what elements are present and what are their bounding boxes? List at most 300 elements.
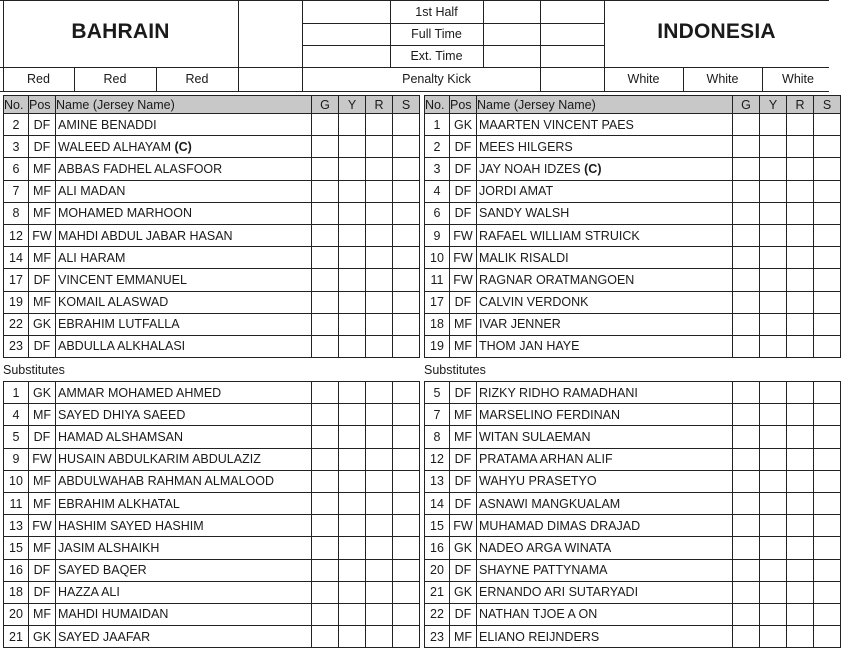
cell-red	[366, 537, 393, 559]
player-name	[477, 269, 733, 291]
player-name-text: IVAR JENNER	[479, 317, 561, 332]
table-row	[4, 382, 420, 404]
player-name-text: SANDY WALSH	[479, 206, 570, 221]
player-name-text: EBRAHIM LUTFALLA	[58, 317, 180, 332]
cell-red	[787, 404, 814, 426]
cell-goals	[312, 515, 339, 537]
cell-red	[787, 470, 814, 492]
cell-red	[366, 382, 393, 404]
player-name	[56, 426, 312, 448]
player-name	[477, 559, 733, 581]
player-name-text: WALEED ALHAYAM	[58, 139, 171, 154]
col-name: Name (Jersey Name)	[56, 96, 312, 114]
cell-sub	[393, 291, 420, 313]
cell-red	[787, 247, 814, 269]
cell-goals	[733, 603, 760, 625]
player-name	[56, 448, 312, 470]
table-row	[425, 537, 841, 559]
divider	[302, 23, 604, 24]
home-color-shirt: Red	[27, 72, 50, 86]
cell-red	[366, 313, 393, 335]
player-position: MF	[29, 158, 56, 180]
table-row	[4, 269, 420, 291]
cell-sub	[393, 202, 420, 224]
cell-yellow	[760, 335, 787, 357]
player-name-text: ELIANO REIJNDERS	[479, 629, 600, 644]
player-name-text: AMMAR MOHAMED AHMED	[58, 385, 222, 400]
player-number: 16	[425, 537, 450, 559]
table-row	[4, 515, 420, 537]
player-number: 18	[425, 313, 450, 335]
player-name	[477, 626, 733, 648]
player-number: 14	[4, 247, 29, 269]
cell-yellow	[339, 180, 366, 202]
player-position: FW	[29, 224, 56, 246]
cell-goals	[312, 247, 339, 269]
cell-sub	[814, 537, 841, 559]
cell-goals	[312, 313, 339, 335]
cell-yellow	[760, 492, 787, 514]
player-name-text: SHAYNE PATTYNAMA	[479, 563, 608, 578]
cell-red	[787, 492, 814, 514]
cell-goals	[312, 224, 339, 246]
cell-red	[366, 448, 393, 470]
cell-yellow	[760, 224, 787, 246]
home-team-name: BAHRAIN	[71, 20, 170, 43]
cell-yellow	[339, 224, 366, 246]
player-name	[56, 382, 312, 404]
table-header-row	[4, 96, 420, 114]
player-name-text: RIZKY RIDHO RAMADHANI	[479, 385, 638, 400]
player-number: 20	[4, 603, 29, 625]
player-position: DF	[29, 136, 56, 158]
player-position: MF	[29, 470, 56, 492]
home-substitutes-label: Substitutes	[3, 363, 65, 377]
table-row	[425, 492, 841, 514]
divider	[0, 67, 829, 68]
player-name	[477, 247, 733, 269]
player-name	[477, 382, 733, 404]
cell-goals	[733, 559, 760, 581]
player-name-text: WITAN SULAEMAN	[479, 429, 591, 444]
table-row	[4, 114, 420, 136]
cell-yellow	[760, 559, 787, 581]
player-position: DF	[450, 382, 477, 404]
cell-goals	[733, 448, 760, 470]
table-row	[425, 291, 841, 313]
player-name-text: HUSAIN ABDULKARIM ABDULAZIZ	[58, 452, 261, 467]
player-name	[56, 581, 312, 603]
player-name-text: MEES HILGERS	[479, 139, 573, 154]
cell-sub	[814, 158, 841, 180]
cell-sub	[393, 335, 420, 357]
player-name-text: MAARTEN VINCENT PAES	[479, 117, 634, 132]
cell-goals	[312, 426, 339, 448]
cell-red	[787, 114, 814, 136]
table-row	[425, 470, 841, 492]
captain-mark: (C)	[174, 139, 192, 154]
table-row	[4, 537, 420, 559]
cell-red	[366, 158, 393, 180]
table-row	[425, 136, 841, 158]
player-position: DF	[29, 559, 56, 581]
divider	[302, 45, 604, 46]
cell-goals	[312, 470, 339, 492]
cell-sub	[393, 448, 420, 470]
table-row	[425, 269, 841, 291]
player-name-text: ABDULWAHAB RAHMAN ALMALOOD	[58, 474, 275, 489]
cell-sub	[393, 382, 420, 404]
player-position: MF	[29, 537, 56, 559]
col-pos: Pos	[29, 96, 56, 114]
cell-sub	[393, 515, 420, 537]
player-name	[477, 136, 733, 158]
table-row	[425, 180, 841, 202]
player-position: DF	[450, 180, 477, 202]
player-number: 17	[425, 291, 450, 313]
cell-red	[787, 559, 814, 581]
player-name	[56, 158, 312, 180]
cell-yellow	[760, 247, 787, 269]
player-number: 4	[4, 404, 29, 426]
cell-red	[787, 382, 814, 404]
cell-goals	[733, 537, 760, 559]
table-header-row	[425, 96, 841, 114]
cell-red	[787, 537, 814, 559]
player-position: MF	[29, 202, 56, 224]
cell-goals	[312, 492, 339, 514]
cell-yellow	[760, 426, 787, 448]
cell-yellow	[339, 404, 366, 426]
cell-sub	[814, 404, 841, 426]
player-position: DF	[29, 581, 56, 603]
cell-sub	[814, 313, 841, 335]
period-penalty-kick: Penalty Kick	[402, 72, 471, 86]
cell-sub	[393, 114, 420, 136]
cell-yellow	[339, 313, 366, 335]
cell-sub	[393, 603, 420, 625]
table-row	[4, 603, 420, 625]
player-number: 23	[425, 626, 450, 648]
divider	[0, 91, 829, 92]
cell-goals	[733, 291, 760, 313]
player-number: 21	[4, 626, 29, 648]
cell-yellow	[760, 404, 787, 426]
cell-sub	[393, 492, 420, 514]
player-number: 6	[4, 158, 29, 180]
cell-red	[366, 426, 393, 448]
table-row	[425, 581, 841, 603]
cell-sub	[814, 247, 841, 269]
player-position: MF	[29, 180, 56, 202]
table-row	[4, 224, 420, 246]
player-position: FW	[29, 448, 56, 470]
player-name	[56, 515, 312, 537]
player-position: MF	[29, 291, 56, 313]
divider	[0, 0, 829, 1]
table-row	[4, 404, 420, 426]
cell-red	[366, 269, 393, 291]
cell-sub	[814, 470, 841, 492]
player-name-text: EBRAHIM ALKHATAL	[58, 496, 180, 511]
col-red: R	[366, 96, 393, 114]
cell-red	[787, 291, 814, 313]
cell-yellow	[760, 269, 787, 291]
away-team-name: INDONESIA	[657, 20, 776, 43]
cell-yellow	[760, 515, 787, 537]
cell-goals	[733, 158, 760, 180]
table-row	[4, 335, 420, 357]
cell-sub	[393, 313, 420, 335]
player-name	[477, 114, 733, 136]
table-row	[4, 180, 420, 202]
cell-red	[366, 470, 393, 492]
player-number: 4	[425, 180, 450, 202]
period-ext-time: Ext. Time	[410, 49, 463, 63]
cell-goals	[733, 269, 760, 291]
cell-red	[366, 515, 393, 537]
player-number: 10	[425, 247, 450, 269]
cell-yellow	[760, 382, 787, 404]
home-lineup-table	[3, 95, 420, 358]
table-row	[4, 559, 420, 581]
table-row	[425, 559, 841, 581]
divider	[483, 0, 484, 67]
cell-yellow	[339, 426, 366, 448]
cell-goals	[312, 136, 339, 158]
player-number: 16	[4, 559, 29, 581]
cell-red	[366, 114, 393, 136]
cell-goals	[733, 426, 760, 448]
player-number: 18	[4, 581, 29, 603]
player-position: MF	[450, 313, 477, 335]
player-name-text: HAZZA ALI	[58, 585, 120, 600]
cell-yellow	[760, 114, 787, 136]
cell-goals	[733, 470, 760, 492]
cell-goals	[312, 269, 339, 291]
cell-yellow	[760, 180, 787, 202]
player-name	[477, 202, 733, 224]
cell-sub	[814, 559, 841, 581]
away-color-shirt: White	[627, 72, 660, 86]
cell-yellow	[339, 515, 366, 537]
player-position: MF	[29, 404, 56, 426]
player-number: 2	[425, 136, 450, 158]
cell-sub	[814, 114, 841, 136]
cell-yellow	[760, 136, 787, 158]
player-name	[56, 335, 312, 357]
cell-red	[366, 559, 393, 581]
cell-yellow	[760, 470, 787, 492]
cell-sub	[814, 515, 841, 537]
match-header	[0, 0, 829, 92]
player-position: FW	[450, 224, 477, 246]
period-full-time: Full Time	[411, 27, 462, 41]
cell-yellow	[339, 603, 366, 625]
player-number: 5	[425, 382, 450, 404]
player-number: 13	[425, 470, 450, 492]
period-1st-half: 1st Half	[415, 5, 458, 19]
cell-goals	[733, 515, 760, 537]
player-name	[477, 470, 733, 492]
away-color-socks: White	[782, 72, 814, 86]
cell-yellow	[760, 537, 787, 559]
player-name	[477, 313, 733, 335]
player-number: 7	[4, 180, 29, 202]
player-position: MF	[450, 335, 477, 357]
player-number: 9	[4, 448, 29, 470]
player-number: 17	[4, 269, 29, 291]
cell-red	[366, 224, 393, 246]
cell-red	[787, 448, 814, 470]
cell-sub	[393, 224, 420, 246]
player-number: 8	[425, 426, 450, 448]
cell-goals	[312, 559, 339, 581]
cell-sub	[393, 537, 420, 559]
player-name	[56, 202, 312, 224]
table-row	[4, 313, 420, 335]
away-color-shorts: White	[706, 72, 739, 86]
player-name	[56, 313, 312, 335]
player-name	[477, 291, 733, 313]
player-name-text: KOMAIL ALASWAD	[58, 295, 169, 310]
col-goals: G	[733, 96, 760, 114]
cell-goals	[312, 335, 339, 357]
player-position: DF	[450, 492, 477, 514]
cell-sub	[814, 581, 841, 603]
player-name-text: CALVIN VERDONK	[479, 295, 589, 310]
cell-goals	[312, 448, 339, 470]
cell-red	[366, 626, 393, 648]
cell-yellow	[339, 291, 366, 313]
cell-goals	[733, 335, 760, 357]
cell-red	[787, 202, 814, 224]
cell-sub	[393, 136, 420, 158]
cell-goals	[312, 603, 339, 625]
cell-sub	[393, 158, 420, 180]
col-sub: S	[393, 96, 420, 114]
cell-goals	[733, 136, 760, 158]
player-name-text: MOHAMED MARHOON	[58, 206, 193, 221]
table-row	[425, 202, 841, 224]
player-number: 22	[4, 313, 29, 335]
cell-yellow	[760, 158, 787, 180]
cell-yellow	[339, 382, 366, 404]
player-position: FW	[29, 515, 56, 537]
player-name	[477, 158, 733, 180]
cell-red	[787, 313, 814, 335]
cell-goals	[733, 626, 760, 648]
player-number: 3	[425, 158, 450, 180]
cell-sub	[393, 426, 420, 448]
player-name-text: JORDI AMAT	[479, 184, 554, 199]
cell-sub	[814, 492, 841, 514]
cell-yellow	[339, 136, 366, 158]
cell-red	[787, 626, 814, 648]
cell-red	[366, 335, 393, 357]
player-number: 1	[4, 382, 29, 404]
player-name	[56, 269, 312, 291]
player-position: MF	[450, 426, 477, 448]
cell-goals	[312, 626, 339, 648]
player-name-text: ALI HARAM	[58, 250, 126, 265]
away-lineup-table	[424, 95, 841, 358]
player-name	[477, 537, 733, 559]
col-name: Name (Jersey Name)	[477, 96, 733, 114]
player-name	[56, 470, 312, 492]
cell-goals	[312, 158, 339, 180]
cell-red	[787, 224, 814, 246]
player-position: DF	[450, 202, 477, 224]
col-no: No.	[4, 96, 29, 114]
cell-yellow	[339, 335, 366, 357]
player-number: 22	[425, 603, 450, 625]
col-red: R	[787, 96, 814, 114]
player-position: GK	[450, 537, 477, 559]
table-row	[4, 291, 420, 313]
player-number: 12	[425, 448, 450, 470]
table-row	[4, 581, 420, 603]
cell-goals	[312, 114, 339, 136]
cell-sub	[814, 335, 841, 357]
cell-sub	[393, 559, 420, 581]
player-name-text: ABBAS FADHEL ALASFOOR	[58, 161, 223, 176]
player-number: 3	[4, 136, 29, 158]
cell-red	[366, 247, 393, 269]
cell-goals	[733, 224, 760, 246]
table-row	[425, 448, 841, 470]
cell-sub	[814, 603, 841, 625]
player-name-text: ERNANDO ARI SUTARYADI	[479, 585, 639, 600]
cell-goals	[312, 202, 339, 224]
cell-sub	[393, 470, 420, 492]
player-position: GK	[29, 626, 56, 648]
table-row	[425, 335, 841, 357]
cell-sub	[814, 382, 841, 404]
player-position: DF	[450, 158, 477, 180]
player-name-text: SAYED DHIYA SAEED	[58, 407, 186, 422]
player-number: 14	[425, 492, 450, 514]
player-name-text: PRATAMA ARHAN ALIF	[479, 452, 613, 467]
cell-sub	[393, 404, 420, 426]
divider	[540, 0, 541, 92]
player-name-text: MAHDI ABDUL JABAR HASAN	[58, 228, 233, 243]
table-row	[4, 247, 420, 269]
player-number: 15	[425, 515, 450, 537]
player-number: 6	[425, 202, 450, 224]
cell-yellow	[339, 492, 366, 514]
player-name	[56, 180, 312, 202]
cell-yellow	[760, 626, 787, 648]
cell-red	[366, 404, 393, 426]
player-position: MF	[450, 404, 477, 426]
player-position: DF	[450, 603, 477, 625]
player-position: DF	[29, 269, 56, 291]
player-name	[477, 581, 733, 603]
player-name	[477, 426, 733, 448]
cell-red	[366, 202, 393, 224]
cell-sub	[814, 626, 841, 648]
player-name	[56, 626, 312, 648]
cell-sub	[814, 136, 841, 158]
away-substitutes-label: Substitutes	[424, 363, 486, 377]
col-no: No.	[425, 96, 450, 114]
player-name-text: HASHIM SAYED HASHIM	[58, 518, 204, 533]
player-number: 10	[4, 470, 29, 492]
cell-yellow	[339, 559, 366, 581]
cell-yellow	[760, 313, 787, 335]
col-yellow: Y	[339, 96, 366, 114]
